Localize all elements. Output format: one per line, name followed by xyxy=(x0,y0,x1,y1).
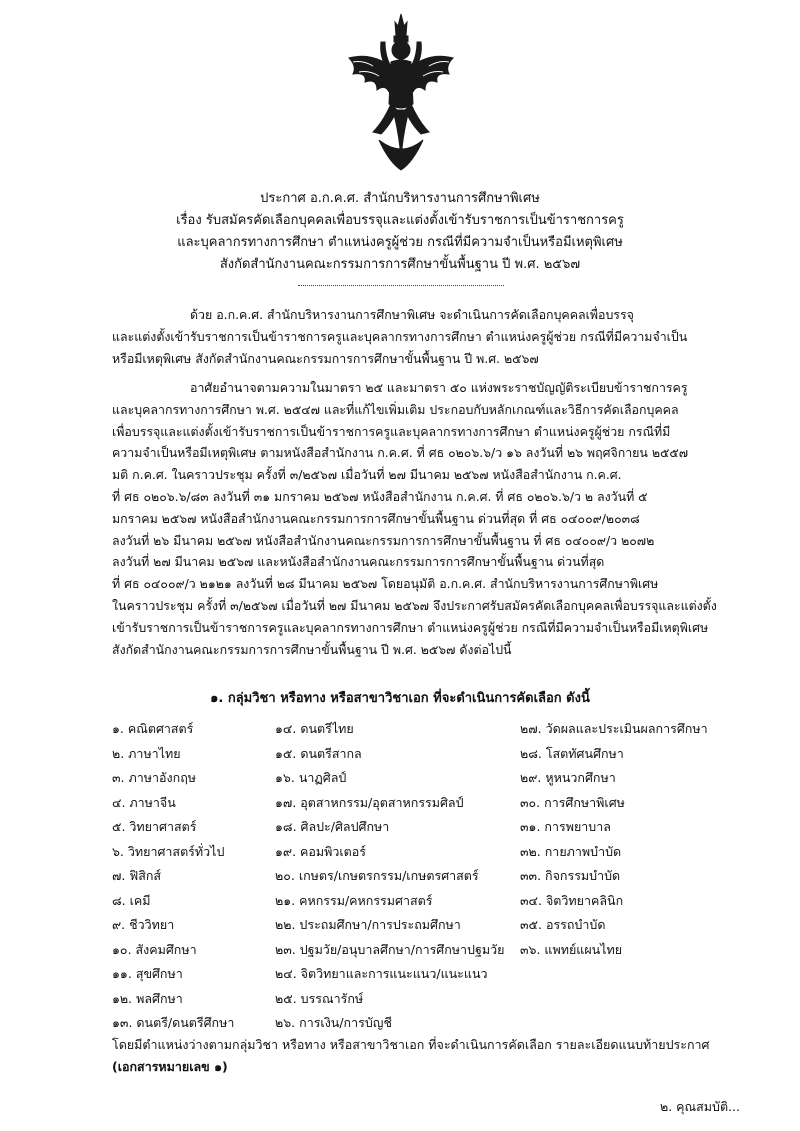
subject-item: ๒๑. คหกรรม/คหกรรมศาสตร์ xyxy=(275,892,433,908)
subject-item: ๒๖. การเงิน/การบัญชี xyxy=(275,1015,392,1030)
subject-item: ๒๐. เกษตร/เกษตรกรรม/เกษตรศาสตร์ xyxy=(275,868,479,883)
paragraph-line: ในคราวประชุม ครั้งที่ ๓/๒๕๖๗ เมื่อวันที่ ๒๗ มีนาคม ๒๕๖๗ จึงประกาศรับสมัครคัดเลือกบุคคลเพื่อบรรจุและแต่งตั้ง xyxy=(112,597,717,613)
subject-item: ๓. ภาษาอังกฤษ xyxy=(112,770,196,785)
subject-item: ๑๑. สุขศึกษา xyxy=(112,966,183,981)
subject-item: ๓๖. แพทย์แผนไทย xyxy=(520,941,623,957)
subject-item: ๓๓. กิจกรรมบำบัด xyxy=(520,868,621,883)
subject-item: ๑๗. อุตสาหกรรม/อุตสาหกรรมศิลป์ xyxy=(275,794,464,810)
subject-item: ๓๑. การพยาบาล xyxy=(520,819,611,834)
subject-item: ๗. ฟิสิกส์ xyxy=(112,868,162,883)
paragraph-line: หรือมีเหตุพิเศษ สังกัดสำนักงานคณะกรรมการการศึกษาขั้นพื้นฐาน ปี พ.ศ. ๒๕๖๗ xyxy=(112,350,539,366)
paragraph-line: สังกัดสำนักงานคณะกรรมการการศึกษาขั้นพื้นฐาน ปี พ.ศ. ๒๕๖๗ ดังต่อไปนี้ xyxy=(112,641,512,657)
subject-item: ๒๓. ปฐมวัย/อนุบาลศึกษา/การศึกษาปฐมวัย xyxy=(275,941,505,957)
subject-item: ๑๔. ดนตรีไทย xyxy=(275,721,354,736)
subject-item: ๔. ภาษาจีน xyxy=(112,794,176,810)
paragraph-line: และแต่งตั้งเข้ารับราชการเป็นข้าราชการครูและบุคลากรทางการศึกษา ตำแหน่งครูผู้ช่วย กรณีที่มีความจำเป็น xyxy=(112,328,688,344)
vacancy-note-line: โดยมีตำแหน่งว่างตามกลุ่มวิชา หรือทาง หรือสาขาวิชาเอก ที่จะดำเนินการคัดเลือก รายละเอียดแนบท้ายประกาศ xyxy=(112,1037,710,1052)
subject-item: ๑๘. ศิลปะ/ศิลปศึกษา xyxy=(275,819,390,834)
subject-item: ๑๐. สังคมศึกษา xyxy=(112,941,197,957)
subject-item: ๒๙. หูหนวกศึกษา xyxy=(520,770,616,785)
paragraph-line: ที่ ศธ ๐๒๐๖.๖/๘๓ ลงวันที่ ๓๑ มกราคม ๒๕๖๗ หนังสือสำนักงาน ก.ค.ศ. ที่ ศธ ๐๒๐๖.๖/ว ๒ ลงวันที่ ๕ xyxy=(112,488,648,504)
authority-paragraph xyxy=(112,377,720,660)
header-line-3: และบุคลากรทางการศึกษา ตำแหน่งครูผู้ช่วย กรณีที่มีความจำเป็นหรือมีเหตุพิเศษ xyxy=(177,235,623,250)
subject-item: ๑๙. คอมพิวเตอร์ xyxy=(275,843,367,859)
subject-item: ๑. คณิตศาสตร์ xyxy=(112,721,194,736)
garuda-emblem-icon xyxy=(343,12,459,172)
subject-item: ๒. ภาษาไทย xyxy=(112,745,181,761)
subject-item: ๖. วิทยาศาสตร์ทั่วไป xyxy=(112,843,225,859)
subject-item: ๒๘. โสตทัศนศึกษา xyxy=(520,745,624,761)
paragraph-line: ลงวันที่ ๒๗ มีนาคม ๒๕๖๗ และหนังสือสำนักงานคณะกรรมการการศึกษาขั้นพื้นฐาน ด่วนที่สุด xyxy=(112,554,605,570)
paragraph-line: มติ ก.ค.ศ. ในคราวประชุม ครั้งที่ ๓/๒๕๖๗ เมื่อวันที่ ๒๗ มีนาคม ๒๕๖๗ หนังสือสำนักงาน ก.ค.ศ. xyxy=(112,467,622,483)
attachment-reference: (เอกสารหมายเลข ๑) xyxy=(112,1059,228,1074)
paragraph-line: ลงวันที่ ๒๖ มีนาคม ๒๕๖๗ หนังสือสำนักงานคณะกรรมการการศึกษาขั้นพื้นฐาน ที่ ศธ ๐๔๐๐๙/ว ๒๐๗๒ xyxy=(112,532,655,548)
subject-item: ๘. เคมี xyxy=(112,892,151,908)
subject-item: ๓๒. กายภาพบำบัด xyxy=(520,843,622,859)
paragraph-line: เพื่อบรรจุและแต่งตั้งเข้ารับราชการเป็นข้าราชการครูและบุคลากรทางการศึกษา ตำแหน่งครูผู้ช่วย กรณีที่มี xyxy=(112,423,671,439)
subject-item: ๙. ชีววิทยา xyxy=(112,917,175,932)
subject-item: ๓๐. การศึกษาพิเศษ xyxy=(520,794,625,810)
subject-item: ๑๓. ดนตรี/ดนตรีศึกษา xyxy=(112,1015,235,1030)
subject-item: ๒๕. บรรณารักษ์ xyxy=(275,990,364,1006)
continuation-marker: ๒. คุณสมบัติ... xyxy=(660,1099,740,1114)
subject-item: ๒๒. ประถมศึกษา/การประถมศึกษา xyxy=(275,917,461,932)
subject-item: ๕. วิทยาศาสตร์ xyxy=(112,819,197,834)
paragraph-line: ที่ ศธ ๐๔๐๐๙/ว ๒๑๒๑ ลงวันที่ ๒๘ มีนาคม ๒๕๖๗ โดยอนุมัติ อ.ก.ค.ศ. สำนักบริหารงานการศึกษาพิเศษ xyxy=(112,576,659,592)
header-line-1: ประกาศ อ.ก.ค.ศ. สำนักบริหารงานการศึกษาพิเศษ xyxy=(260,191,540,206)
subjects-column-1 xyxy=(112,717,234,1036)
section-1-title: ๑. กลุ่มวิชา หรือทาง หรือสาขาวิชาเอก ที่จะดำเนินการคัดเลือก ดังนี้ xyxy=(210,691,590,706)
subject-item: ๒๗. วัดผลและประเมินผลการศึกษา xyxy=(520,721,708,736)
paragraph-line: ด้วย อ.ก.ค.ศ. สำนักบริหารงานการศึกษาพิเศษ จะดำเนินการคัดเลือกบุคคลเพื่อบรรจุ xyxy=(190,307,634,322)
vacancy-note xyxy=(112,1034,709,1078)
subject-item: ๑๕. ดนตรีสากล xyxy=(275,745,362,761)
paragraph-line: เข้ารับราชการเป็นข้าราชการครูและบุคลากรทางการศึกษา ตำแหน่งครูผู้ช่วย กรณีที่มีความจำเป็นหรือมีเหตุพิเศษ xyxy=(112,619,709,635)
paragraph-line: มกราคม ๒๕๖๗ หนังสือสำนักงานคณะกรรมการการศึกษาขั้นพื้นฐาน ด่วนที่สุด ที่ ศธ ๐๔๐๐๙/๒๐๓๘ xyxy=(112,510,640,526)
header-subject: เรื่อง รับสมัครคัดเลือกบุคคลเพื่อบรรจุและแต่งตั้งเข้ารับราชการเป็นข้าราชการครู xyxy=(176,213,624,228)
header-line-4: สังกัดสำนักงานคณะกรรมการการศึกษาขั้นพื้นฐาน ปี พ.ศ. ๒๕๖๗ xyxy=(219,257,581,272)
subject-item: ๑๖. นาฏศิลป์ xyxy=(275,770,347,785)
subject-item: ๓๕. อรรถบำบัด xyxy=(520,917,606,932)
subject-item: ๒๔. จิตวิทยาและการแนะแนว/แนะแนว xyxy=(275,966,488,981)
subject-item: ๓๔. จิตวิทยาคลินิก xyxy=(520,892,624,908)
announcement-header xyxy=(110,188,690,276)
subjects-column-3 xyxy=(520,717,708,962)
paragraph-line: และบุคลากรทางการศึกษา พ.ศ. ๒๕๔๗ และที่แก้ไขเพิ่มเติม ประกอบกับหลักเกณฑ์และวิธีการคัดเลือกบุคคล xyxy=(112,401,679,417)
intro-paragraph xyxy=(112,304,720,369)
subjects-column-2 xyxy=(275,717,504,1036)
paragraph-line: ความจำเป็นหรือมีเหตุพิเศษ ตามหนังสือสำนักงาน ก.ค.ศ. ที่ ศธ ๐๒๐๖.๖/ว ๑๖ ลงวันที่ ๒๖ พฤศจิกายน ๒๕๕๗ xyxy=(112,445,689,461)
subject-item: ๑๒. พลศึกษา xyxy=(112,990,183,1006)
header-divider xyxy=(298,285,504,286)
paragraph-line: อาศัยอำนาจตามความในมาตรา ๒๕ และมาตรา ๕๐ แห่งพระราชบัญญัติระเบียบข้าราชการครู xyxy=(190,380,688,395)
